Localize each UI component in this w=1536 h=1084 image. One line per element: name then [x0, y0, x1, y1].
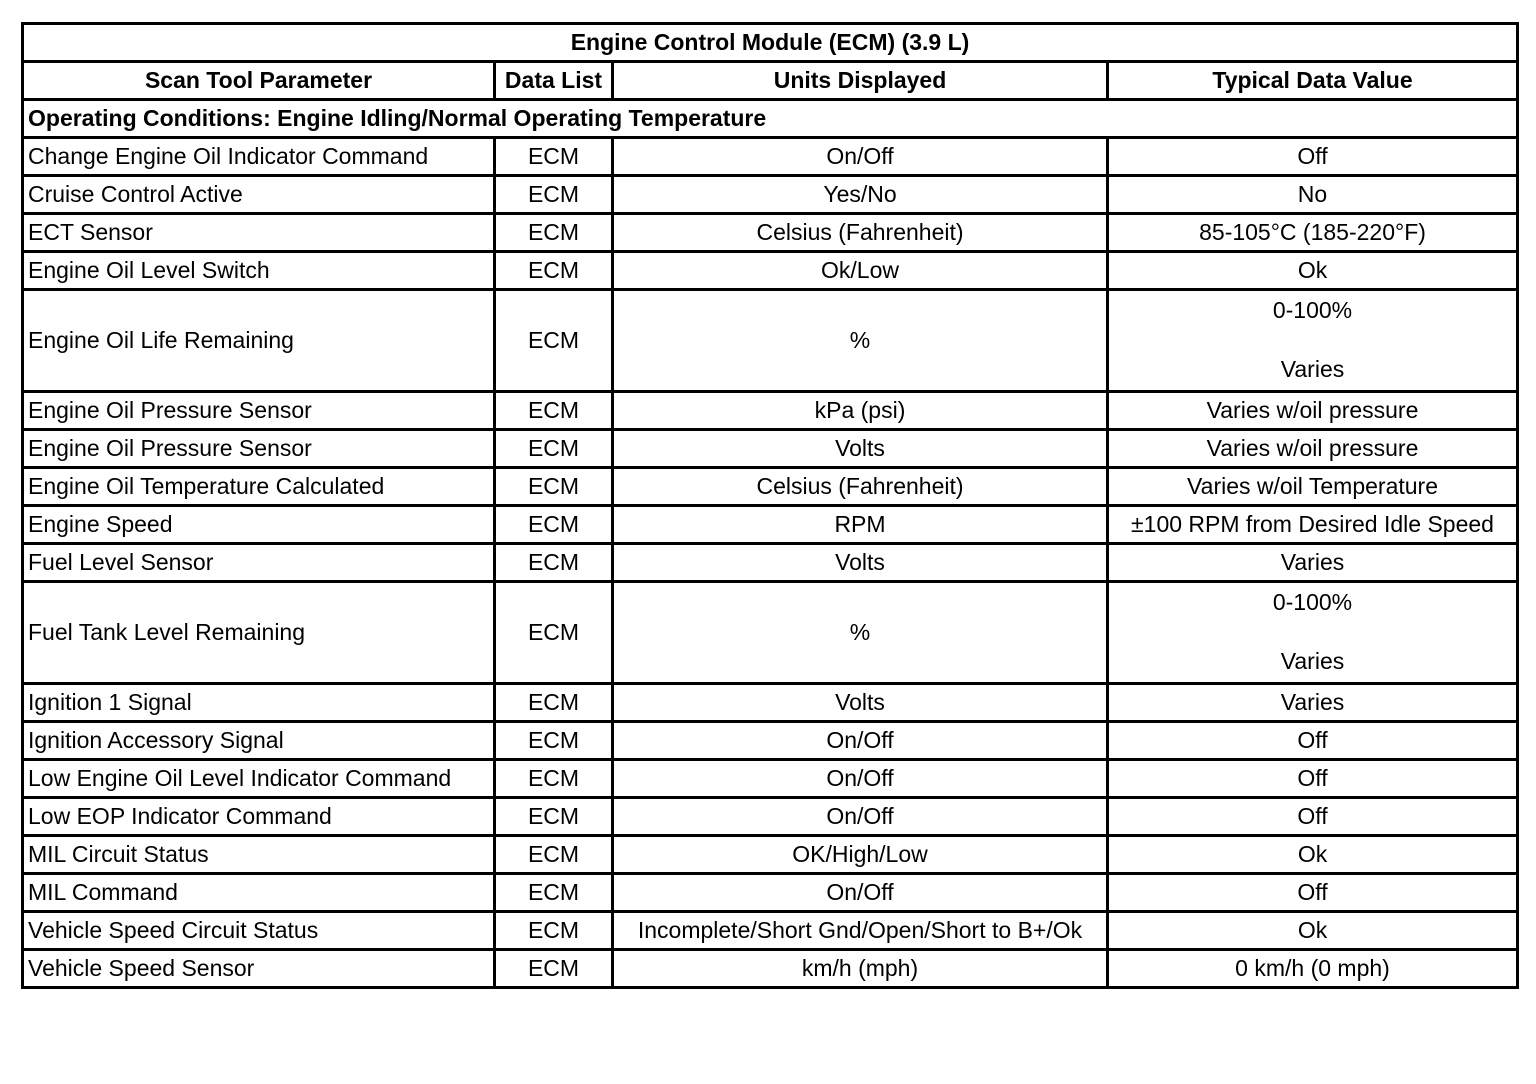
data-list-cell: ECM	[495, 392, 613, 430]
table-row	[23, 722, 1518, 760]
data-list-cell: ECM	[495, 290, 613, 392]
data-list-cell: ECM	[495, 760, 613, 798]
typical-value-cell: Off	[1108, 760, 1518, 798]
data-list-cell: ECM	[495, 582, 613, 684]
data-list-cell: ECM	[495, 214, 613, 252]
units-cell: Incomplete/Short Gnd/Open/Short to B+/Ok	[613, 912, 1108, 950]
data-list-cell: ECM	[495, 468, 613, 506]
parameter-cell: Change Engine Oil Indicator Command	[23, 138, 495, 176]
units-cell: On/Off	[613, 874, 1108, 912]
typical-value-cell: Ok	[1108, 252, 1518, 290]
units-cell: Yes/No	[613, 176, 1108, 214]
parameter-cell: Ignition Accessory Signal	[23, 722, 495, 760]
table-row	[23, 544, 1518, 582]
typical-value-range: 0-100%	[1272, 588, 1353, 615]
table-row	[23, 176, 1518, 214]
parameter-cell: Engine Oil Life Remaining	[23, 290, 495, 392]
table-row	[23, 684, 1518, 722]
units-cell: On/Off	[613, 138, 1108, 176]
table-row	[23, 836, 1518, 874]
units-cell: km/h (mph)	[613, 950, 1108, 988]
units-cell: Ok/Low	[613, 252, 1108, 290]
table-row	[23, 214, 1518, 252]
parameter-cell: Engine Oil Temperature Calculated	[23, 468, 495, 506]
typical-value-cell: Off	[1108, 138, 1518, 176]
table-header-row	[23, 62, 1518, 100]
data-list-cell: ECM	[495, 950, 613, 988]
ecm-data-table	[21, 22, 1519, 989]
data-list-cell: ECM	[495, 176, 613, 214]
table-row	[23, 252, 1518, 290]
parameter-cell: Low EOP Indicator Command	[23, 798, 495, 836]
typical-value-cell: Ok	[1108, 836, 1518, 874]
table-row	[23, 874, 1518, 912]
typical-value-cell: Off	[1108, 874, 1518, 912]
units-cell: On/Off	[613, 760, 1108, 798]
typical-value-cell	[1108, 582, 1518, 684]
table-row	[23, 798, 1518, 836]
header-typical-data-value: Typical Data Value	[1108, 62, 1518, 100]
header-scan-tool-parameter: Scan Tool Parameter	[23, 62, 495, 100]
units-cell: %	[613, 582, 1108, 684]
typical-value-cell: Varies	[1108, 544, 1518, 582]
parameter-cell: Engine Speed	[23, 506, 495, 544]
table-row	[23, 138, 1518, 176]
parameter-cell: ECT Sensor	[23, 214, 495, 252]
data-list-cell: ECM	[495, 506, 613, 544]
table-row	[23, 582, 1518, 684]
data-list-cell: ECM	[495, 430, 613, 468]
table-title-row	[23, 24, 1518, 62]
table-row	[23, 506, 1518, 544]
parameter-cell: Engine Oil Level Switch	[23, 252, 495, 290]
table-row	[23, 760, 1518, 798]
parameter-cell: Vehicle Speed Circuit Status	[23, 912, 495, 950]
parameter-cell: Engine Oil Pressure Sensor	[23, 430, 495, 468]
parameter-cell: Fuel Tank Level Remaining	[23, 582, 495, 684]
data-list-cell: ECM	[495, 912, 613, 950]
parameter-cell: Engine Oil Pressure Sensor	[23, 392, 495, 430]
table-row	[23, 950, 1518, 988]
data-list-cell: ECM	[495, 138, 613, 176]
data-list-cell: ECM	[495, 684, 613, 722]
operating-conditions-label: Operating Conditions: Engine Idling/Normal Operating Temperature	[23, 100, 1518, 138]
table-row	[23, 290, 1518, 392]
typical-value-cell: Off	[1108, 722, 1518, 760]
parameter-cell: Vehicle Speed Sensor	[23, 950, 495, 988]
data-list-cell: ECM	[495, 722, 613, 760]
data-list-cell: ECM	[495, 874, 613, 912]
header-units-displayed: Units Displayed	[613, 62, 1108, 100]
units-cell: Celsius (Fahrenheit)	[613, 468, 1108, 506]
units-cell: Volts	[613, 684, 1108, 722]
units-cell: On/Off	[613, 722, 1108, 760]
units-cell: kPa (psi)	[613, 392, 1108, 430]
typical-value-cell: Off	[1108, 798, 1518, 836]
typical-value-cell: Varies	[1108, 684, 1518, 722]
units-cell: OK/High/Low	[613, 836, 1108, 874]
parameter-cell: MIL Circuit Status	[23, 836, 495, 874]
table-row	[23, 912, 1518, 950]
units-cell: %	[613, 290, 1108, 392]
typical-value-cell: Ok	[1108, 912, 1518, 950]
table-row	[23, 430, 1518, 468]
parameter-cell: Low Engine Oil Level Indicator Command	[23, 760, 495, 798]
parameter-cell: Fuel Level Sensor	[23, 544, 495, 582]
typical-value-cell: Varies w/oil pressure	[1108, 392, 1518, 430]
header-data-list: Data List	[495, 62, 613, 100]
data-list-cell: ECM	[495, 252, 613, 290]
parameter-cell: Cruise Control Active	[23, 176, 495, 214]
table-title: Engine Control Module (ECM) (3.9 L)	[23, 24, 1518, 62]
units-cell: On/Off	[613, 798, 1108, 836]
typical-value-cell: 85-105°C (185-220°F)	[1108, 214, 1518, 252]
table-row	[23, 392, 1518, 430]
typical-value-range: 0-100%	[1272, 296, 1353, 323]
units-cell: Volts	[613, 430, 1108, 468]
units-cell: Celsius (Fahrenheit)	[613, 214, 1108, 252]
table-row	[23, 468, 1518, 506]
units-cell: RPM	[613, 506, 1108, 544]
data-list-cell: ECM	[495, 544, 613, 582]
parameter-cell: Ignition 1 Signal	[23, 684, 495, 722]
parameter-cell: MIL Command	[23, 874, 495, 912]
data-list-cell: ECM	[495, 836, 613, 874]
typical-value-cell: Varies w/oil pressure	[1108, 430, 1518, 468]
typical-value-cell: ±100 RPM from Desired Idle Speed	[1108, 506, 1518, 544]
typical-value-note: Varies	[1280, 647, 1345, 674]
typical-value-cell: 0 km/h (0 mph)	[1108, 950, 1518, 988]
data-list-cell: ECM	[495, 798, 613, 836]
typical-value-cell: No	[1108, 176, 1518, 214]
typical-value-note: Varies	[1280, 355, 1345, 382]
typical-value-cell: Varies w/oil Temperature	[1108, 468, 1518, 506]
section-row	[23, 100, 1518, 138]
typical-value-cell	[1108, 290, 1518, 392]
units-cell: Volts	[613, 544, 1108, 582]
